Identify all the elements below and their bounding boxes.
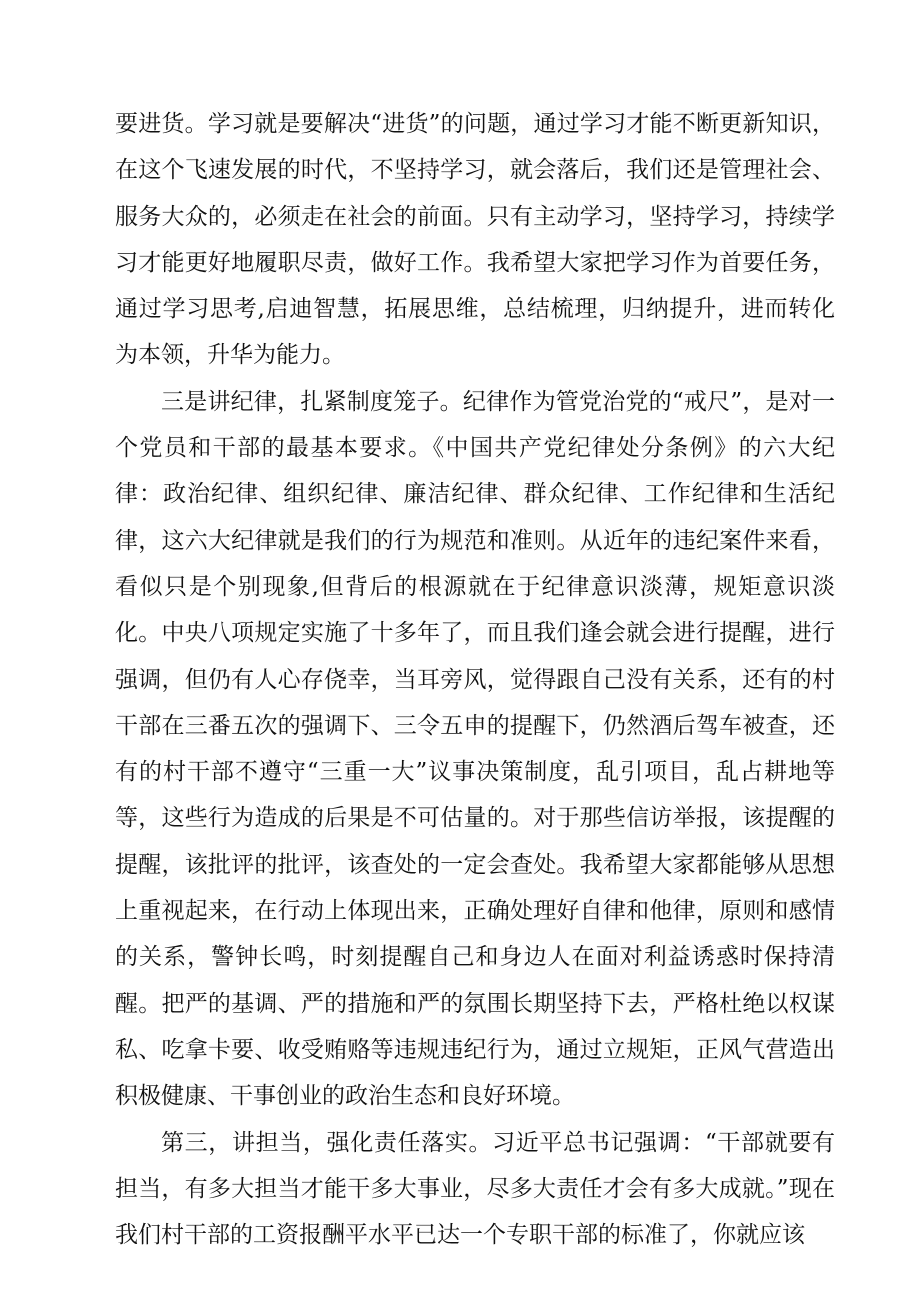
document-body bbox=[115, 101, 835, 1258]
paragraph-learning-continuation: 要进货。学习就是要解决“进货”的问题，通过学习才能不断更新知识，在这个飞速发展的时代，不坚持学习，就会落后，我们还是管理社会、服务大众的，必须走在社会的前面。只有主动学习，坚持学习，持续学习才能更好地履职尽责，做好工作。我希望大家把学习作为首要任务，通过学习思考,启迪智慧，拓展思维，总结梳理，归纳提升，进而转化为本领，升华为能力。 bbox=[115, 111, 835, 369]
paragraph-discipline: 三是讲纪律，扎紧制度笼子。纪律作为管党治党的“戒尺”，是对一个党员和干部的最基本要求。《中国共产党纪律处分条例》的六大纪律：政治纪律、组织纪律、廉洁纪律、群众纪律、工作纪律和生活纪律，这六大纪律就是我们的行为规范和准则。从近年的违纪案件来看，看似只是个别现象,但背后的根源就在于纪律意识淡薄，规矩意识淡化。中央八项规定实施了十多年了，而且我们逢会就会进行提醒，进行强调，但仍有人心存侥幸，当耳旁风，觉得跟自己没有关系，还有的村干部在三番五次的强调下、三令五申的提醒下，仍然酒后驾车被查，还有的村干部不遵守“三重一大”议事决策制度，乱引项目，乱占耕地等等，这些行为造成的后果是不可估量的。对于那些信访举报，该提醒的提醒，该批评的批评，该查处的一定会查处。我希望大家都能够从思想上重视起来，在行动上体现出来，正确处理好自律和他律，原则和感情的关系，警钟长鸣，时刻提醒自己和身边人在面对利益诱惑时保持清醒。把严的基调、严的措施和严的氛围长期坚持下去，严格杜绝以权谋私、吃拿卡要、收受贿赂等违规违纪行为，通过立规矩，正风气营造出积极健康、干事创业的政治生态和良好环境。 bbox=[115, 388, 835, 1110]
paragraph-responsibility: 第三，讲担当，强化责任落实。习近平总书记强调：“干部就要有担当，有多大担当才能干多大事业，尽多大责任才会有多大成就。”现在我们村干部的工资报酬平水平已达一个专职干部的标准了，你就应该 bbox=[115, 1129, 835, 1249]
